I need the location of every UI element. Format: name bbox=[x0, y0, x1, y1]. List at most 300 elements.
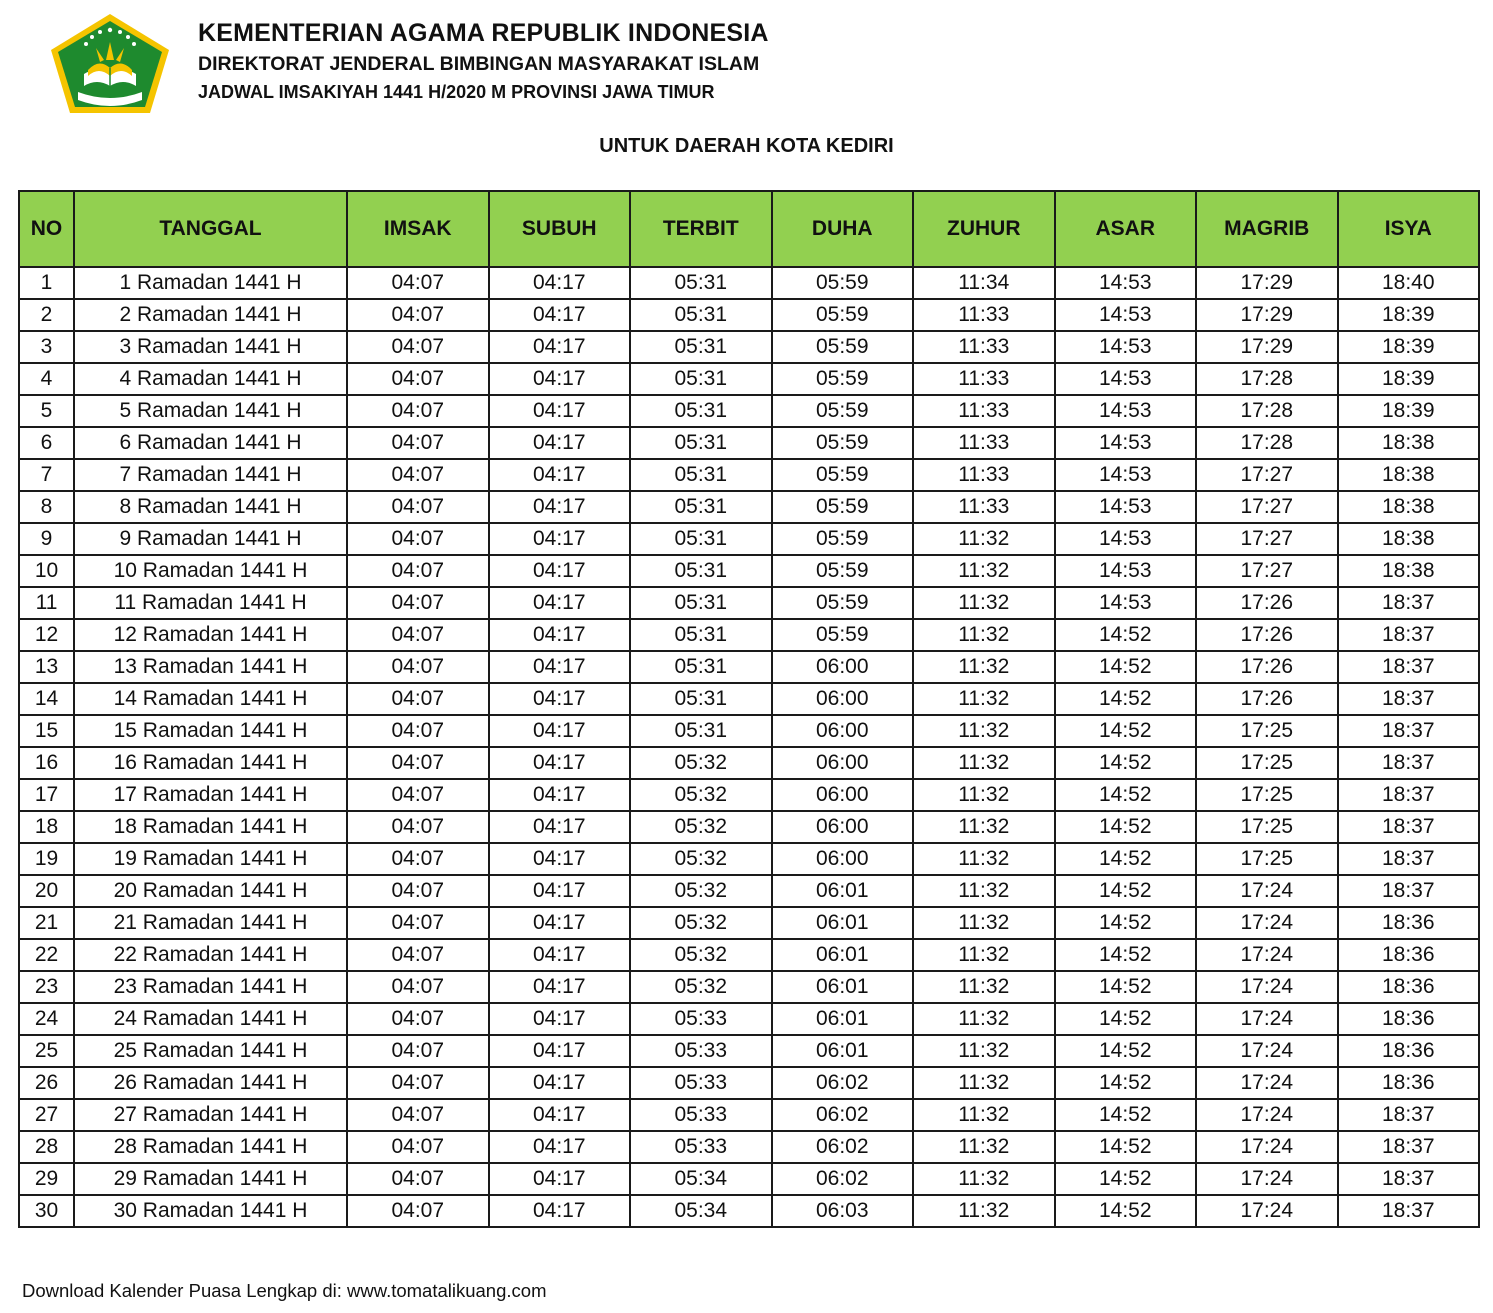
cell-terbit: 05:33 bbox=[630, 1099, 772, 1131]
cell-duha: 06:01 bbox=[772, 907, 914, 939]
table-row bbox=[19, 491, 1479, 523]
cell-magrib: 17:29 bbox=[1196, 331, 1338, 363]
cell-magrib: 17:26 bbox=[1196, 619, 1338, 651]
cell-no: 18 bbox=[19, 811, 74, 843]
cell-imsak: 04:07 bbox=[347, 715, 489, 747]
cell-asar: 14:53 bbox=[1055, 491, 1197, 523]
cell-duha: 06:03 bbox=[772, 1195, 914, 1227]
cell-tanggal: 19 Ramadan 1441 H bbox=[74, 843, 347, 875]
cell-duha: 06:00 bbox=[772, 683, 914, 715]
cell-tanggal: 29 Ramadan 1441 H bbox=[74, 1163, 347, 1195]
cell-asar: 14:53 bbox=[1055, 299, 1197, 331]
cell-isya: 18:36 bbox=[1338, 907, 1480, 939]
cell-magrib: 17:25 bbox=[1196, 843, 1338, 875]
cell-imsak: 04:07 bbox=[347, 779, 489, 811]
cell-duha: 05:59 bbox=[772, 555, 914, 587]
cell-imsak: 04:07 bbox=[347, 747, 489, 779]
cell-zuhur: 11:32 bbox=[913, 1195, 1055, 1227]
cell-imsak: 04:07 bbox=[347, 523, 489, 555]
table-row bbox=[19, 363, 1479, 395]
cell-tanggal: 10 Ramadan 1441 H bbox=[74, 555, 347, 587]
cell-subuh: 04:17 bbox=[489, 619, 631, 651]
cell-imsak: 04:07 bbox=[347, 971, 489, 1003]
cell-asar: 14:53 bbox=[1055, 363, 1197, 395]
cell-subuh: 04:17 bbox=[489, 523, 631, 555]
cell-imsak: 04:07 bbox=[347, 1067, 489, 1099]
cell-terbit: 05:31 bbox=[630, 619, 772, 651]
cell-subuh: 04:17 bbox=[489, 683, 631, 715]
cell-terbit: 05:33 bbox=[630, 1003, 772, 1035]
cell-zuhur: 11:32 bbox=[913, 779, 1055, 811]
cell-tanggal: 27 Ramadan 1441 H bbox=[74, 1099, 347, 1131]
cell-imsak: 04:07 bbox=[347, 811, 489, 843]
cell-isya: 18:37 bbox=[1338, 875, 1480, 907]
cell-duha: 05:59 bbox=[772, 491, 914, 523]
cell-subuh: 04:17 bbox=[489, 1195, 631, 1227]
cell-duha: 06:02 bbox=[772, 1099, 914, 1131]
cell-tanggal: 16 Ramadan 1441 H bbox=[74, 747, 347, 779]
header-block bbox=[198, 16, 769, 106]
cell-zuhur: 11:32 bbox=[913, 619, 1055, 651]
cell-magrib: 17:26 bbox=[1196, 587, 1338, 619]
cell-asar: 14:52 bbox=[1055, 1195, 1197, 1227]
cell-duha: 06:00 bbox=[772, 843, 914, 875]
cell-subuh: 04:17 bbox=[489, 651, 631, 683]
cell-imsak: 04:07 bbox=[347, 907, 489, 939]
cell-no: 2 bbox=[19, 299, 74, 331]
table-row bbox=[19, 1131, 1479, 1163]
cell-imsak: 04:07 bbox=[347, 875, 489, 907]
cell-subuh: 04:17 bbox=[489, 779, 631, 811]
table-row bbox=[19, 1163, 1479, 1195]
cell-imsak: 04:07 bbox=[347, 1131, 489, 1163]
cell-tanggal: 28 Ramadan 1441 H bbox=[74, 1131, 347, 1163]
table-row bbox=[19, 331, 1479, 363]
table-row bbox=[19, 1195, 1479, 1227]
cell-zuhur: 11:32 bbox=[913, 1003, 1055, 1035]
cell-terbit: 05:34 bbox=[630, 1163, 772, 1195]
cell-isya: 18:37 bbox=[1338, 747, 1480, 779]
cell-imsak: 04:07 bbox=[347, 1035, 489, 1067]
table-header-row bbox=[19, 191, 1479, 267]
cell-isya: 18:36 bbox=[1338, 1067, 1480, 1099]
cell-duha: 05:59 bbox=[772, 299, 914, 331]
cell-subuh: 04:17 bbox=[489, 843, 631, 875]
cell-magrib: 17:24 bbox=[1196, 907, 1338, 939]
cell-tanggal: 12 Ramadan 1441 H bbox=[74, 619, 347, 651]
cell-subuh: 04:17 bbox=[489, 459, 631, 491]
cell-zuhur: 11:32 bbox=[913, 1131, 1055, 1163]
cell-isya: 18:36 bbox=[1338, 1003, 1480, 1035]
cell-duha: 06:01 bbox=[772, 875, 914, 907]
cell-asar: 14:52 bbox=[1055, 1067, 1197, 1099]
cell-magrib: 17:24 bbox=[1196, 939, 1338, 971]
footer-note: Download Kalender Puasa Lengkap di: www.tomatalikuang.com bbox=[22, 1280, 547, 1301]
cell-zuhur: 11:33 bbox=[913, 459, 1055, 491]
cell-duha: 05:59 bbox=[772, 427, 914, 459]
cell-asar: 14:52 bbox=[1055, 715, 1197, 747]
cell-asar: 14:52 bbox=[1055, 971, 1197, 1003]
cell-tanggal: 14 Ramadan 1441 H bbox=[74, 683, 347, 715]
cell-zuhur: 11:33 bbox=[913, 363, 1055, 395]
cell-no: 7 bbox=[19, 459, 74, 491]
cell-isya: 18:36 bbox=[1338, 1035, 1480, 1067]
cell-duha: 05:59 bbox=[772, 523, 914, 555]
cell-zuhur: 11:32 bbox=[913, 715, 1055, 747]
cell-subuh: 04:17 bbox=[489, 971, 631, 1003]
cell-no: 23 bbox=[19, 971, 74, 1003]
cell-isya: 18:37 bbox=[1338, 651, 1480, 683]
cell-subuh: 04:17 bbox=[489, 395, 631, 427]
cell-tanggal: 15 Ramadan 1441 H bbox=[74, 715, 347, 747]
cell-duha: 06:00 bbox=[772, 747, 914, 779]
cell-tanggal: 23 Ramadan 1441 H bbox=[74, 971, 347, 1003]
column-header-isya: ISYA bbox=[1338, 191, 1480, 267]
cell-terbit: 05:31 bbox=[630, 299, 772, 331]
cell-asar: 14:52 bbox=[1055, 939, 1197, 971]
column-header-subuh: SUBUH bbox=[489, 191, 631, 267]
cell-isya: 18:36 bbox=[1338, 971, 1480, 1003]
cell-no: 21 bbox=[19, 907, 74, 939]
column-header-zuhur: ZUHUR bbox=[913, 191, 1055, 267]
cell-terbit: 05:32 bbox=[630, 843, 772, 875]
cell-asar: 14:52 bbox=[1055, 1163, 1197, 1195]
cell-magrib: 17:27 bbox=[1196, 555, 1338, 587]
cell-asar: 14:52 bbox=[1055, 683, 1197, 715]
cell-imsak: 04:07 bbox=[347, 395, 489, 427]
cell-no: 15 bbox=[19, 715, 74, 747]
cell-zuhur: 11:32 bbox=[913, 843, 1055, 875]
cell-no: 20 bbox=[19, 875, 74, 907]
cell-tanggal: 1 Ramadan 1441 H bbox=[74, 267, 347, 299]
cell-no: 25 bbox=[19, 1035, 74, 1067]
cell-subuh: 04:17 bbox=[489, 299, 631, 331]
cell-imsak: 04:07 bbox=[347, 299, 489, 331]
cell-subuh: 04:17 bbox=[489, 363, 631, 395]
cell-duha: 06:01 bbox=[772, 939, 914, 971]
cell-duha: 06:01 bbox=[772, 971, 914, 1003]
cell-magrib: 17:27 bbox=[1196, 459, 1338, 491]
cell-asar: 14:52 bbox=[1055, 619, 1197, 651]
table-row bbox=[19, 459, 1479, 491]
cell-isya: 18:39 bbox=[1338, 363, 1480, 395]
cell-tanggal: 8 Ramadan 1441 H bbox=[74, 491, 347, 523]
cell-tanggal: 20 Ramadan 1441 H bbox=[74, 875, 347, 907]
cell-terbit: 05:32 bbox=[630, 971, 772, 1003]
cell-asar: 14:52 bbox=[1055, 1035, 1197, 1067]
cell-magrib: 17:29 bbox=[1196, 299, 1338, 331]
cell-magrib: 17:24 bbox=[1196, 971, 1338, 1003]
cell-terbit: 05:32 bbox=[630, 747, 772, 779]
cell-duha: 05:59 bbox=[772, 395, 914, 427]
cell-tanggal: 21 Ramadan 1441 H bbox=[74, 907, 347, 939]
cell-asar: 14:53 bbox=[1055, 459, 1197, 491]
cell-terbit: 05:31 bbox=[630, 587, 772, 619]
cell-tanggal: 22 Ramadan 1441 H bbox=[74, 939, 347, 971]
cell-asar: 14:52 bbox=[1055, 875, 1197, 907]
cell-duha: 05:59 bbox=[772, 363, 914, 395]
cell-imsak: 04:07 bbox=[347, 267, 489, 299]
cell-subuh: 04:17 bbox=[489, 875, 631, 907]
cell-tanggal: 26 Ramadan 1441 H bbox=[74, 1067, 347, 1099]
cell-imsak: 04:07 bbox=[347, 363, 489, 395]
cell-terbit: 05:31 bbox=[630, 395, 772, 427]
cell-no: 9 bbox=[19, 523, 74, 555]
cell-isya: 18:39 bbox=[1338, 299, 1480, 331]
cell-asar: 14:53 bbox=[1055, 267, 1197, 299]
cell-zuhur: 11:32 bbox=[913, 683, 1055, 715]
cell-imsak: 04:07 bbox=[347, 587, 489, 619]
table-row bbox=[19, 1035, 1479, 1067]
cell-duha: 05:59 bbox=[772, 619, 914, 651]
cell-isya: 18:38 bbox=[1338, 555, 1480, 587]
cell-zuhur: 11:32 bbox=[913, 1099, 1055, 1131]
cell-isya: 18:37 bbox=[1338, 1195, 1480, 1227]
cell-magrib: 17:28 bbox=[1196, 363, 1338, 395]
cell-tanggal: 24 Ramadan 1441 H bbox=[74, 1003, 347, 1035]
ministry-title: KEMENTERIAN AGAMA REPUBLIK INDONESIA bbox=[198, 19, 769, 47]
table-row bbox=[19, 587, 1479, 619]
cell-terbit: 05:31 bbox=[630, 427, 772, 459]
cell-isya: 18:37 bbox=[1338, 1131, 1480, 1163]
cell-no: 17 bbox=[19, 779, 74, 811]
cell-tanggal: 13 Ramadan 1441 H bbox=[74, 651, 347, 683]
cell-terbit: 05:32 bbox=[630, 811, 772, 843]
cell-magrib: 17:24 bbox=[1196, 1195, 1338, 1227]
cell-terbit: 05:33 bbox=[630, 1035, 772, 1067]
table-row bbox=[19, 971, 1479, 1003]
cell-terbit: 05:32 bbox=[630, 779, 772, 811]
cell-imsak: 04:07 bbox=[347, 619, 489, 651]
cell-isya: 18:40 bbox=[1338, 267, 1480, 299]
cell-tanggal: 30 Ramadan 1441 H bbox=[74, 1195, 347, 1227]
cell-terbit: 05:31 bbox=[630, 651, 772, 683]
cell-isya: 18:37 bbox=[1338, 1099, 1480, 1131]
imsakiyah-table bbox=[18, 190, 1480, 1228]
table-row bbox=[19, 299, 1479, 331]
cell-terbit: 05:33 bbox=[630, 1067, 772, 1099]
table-row bbox=[19, 555, 1479, 587]
cell-terbit: 05:32 bbox=[630, 939, 772, 971]
cell-no: 28 bbox=[19, 1131, 74, 1163]
cell-no: 29 bbox=[19, 1163, 74, 1195]
cell-asar: 14:52 bbox=[1055, 843, 1197, 875]
table-row bbox=[19, 1003, 1479, 1035]
cell-no: 27 bbox=[19, 1099, 74, 1131]
cell-no: 13 bbox=[19, 651, 74, 683]
cell-no: 3 bbox=[19, 331, 74, 363]
cell-zuhur: 11:34 bbox=[913, 267, 1055, 299]
cell-terbit: 05:31 bbox=[630, 267, 772, 299]
cell-subuh: 04:17 bbox=[489, 555, 631, 587]
table-row bbox=[19, 939, 1479, 971]
table-row bbox=[19, 715, 1479, 747]
cell-isya: 18:38 bbox=[1338, 491, 1480, 523]
column-header-duha: DUHA bbox=[772, 191, 914, 267]
cell-magrib: 17:28 bbox=[1196, 395, 1338, 427]
cell-subuh: 04:17 bbox=[489, 811, 631, 843]
cell-magrib: 17:28 bbox=[1196, 427, 1338, 459]
cell-asar: 14:53 bbox=[1055, 523, 1197, 555]
column-header-magrib: MAGRIB bbox=[1196, 191, 1338, 267]
cell-magrib: 17:29 bbox=[1196, 267, 1338, 299]
table-row bbox=[19, 779, 1479, 811]
cell-tanggal: 6 Ramadan 1441 H bbox=[74, 427, 347, 459]
cell-tanggal: 3 Ramadan 1441 H bbox=[74, 331, 347, 363]
column-header-imsak: IMSAK bbox=[347, 191, 489, 267]
column-header-asar: ASAR bbox=[1055, 191, 1197, 267]
cell-zuhur: 11:32 bbox=[913, 587, 1055, 619]
cell-tanggal: 25 Ramadan 1441 H bbox=[74, 1035, 347, 1067]
table-row bbox=[19, 747, 1479, 779]
table-row bbox=[19, 1099, 1479, 1131]
cell-magrib: 17:24 bbox=[1196, 1099, 1338, 1131]
cell-asar: 14:52 bbox=[1055, 907, 1197, 939]
cell-zuhur: 11:32 bbox=[913, 523, 1055, 555]
cell-tanggal: 18 Ramadan 1441 H bbox=[74, 811, 347, 843]
cell-zuhur: 11:33 bbox=[913, 395, 1055, 427]
cell-magrib: 17:24 bbox=[1196, 1067, 1338, 1099]
cell-zuhur: 11:32 bbox=[913, 747, 1055, 779]
cell-imsak: 04:07 bbox=[347, 939, 489, 971]
cell-imsak: 04:07 bbox=[347, 1163, 489, 1195]
cell-subuh: 04:17 bbox=[489, 331, 631, 363]
cell-no: 8 bbox=[19, 491, 74, 523]
cell-terbit: 05:31 bbox=[630, 555, 772, 587]
cell-duha: 06:01 bbox=[772, 1003, 914, 1035]
region-subtitle: UNTUK DAERAH KOTA KEDIRI bbox=[599, 135, 894, 157]
cell-asar: 14:52 bbox=[1055, 1003, 1197, 1035]
cell-terbit: 05:31 bbox=[630, 331, 772, 363]
table-row bbox=[19, 395, 1479, 427]
table-row bbox=[19, 875, 1479, 907]
cell-terbit: 05:31 bbox=[630, 363, 772, 395]
cell-magrib: 17:26 bbox=[1196, 683, 1338, 715]
cell-imsak: 04:07 bbox=[347, 1195, 489, 1227]
cell-imsak: 04:07 bbox=[347, 683, 489, 715]
cell-no: 5 bbox=[19, 395, 74, 427]
cell-zuhur: 11:33 bbox=[913, 491, 1055, 523]
cell-tanggal: 7 Ramadan 1441 H bbox=[74, 459, 347, 491]
cell-terbit: 05:33 bbox=[630, 1131, 772, 1163]
cell-imsak: 04:07 bbox=[347, 331, 489, 363]
table-row bbox=[19, 843, 1479, 875]
table-row bbox=[19, 267, 1479, 299]
cell-asar: 14:53 bbox=[1055, 331, 1197, 363]
cell-subuh: 04:17 bbox=[489, 1035, 631, 1067]
cell-imsak: 04:07 bbox=[347, 1003, 489, 1035]
cell-duha: 06:01 bbox=[772, 1035, 914, 1067]
cell-duha: 06:00 bbox=[772, 779, 914, 811]
table-row bbox=[19, 651, 1479, 683]
cell-zuhur: 11:32 bbox=[913, 971, 1055, 1003]
cell-tanggal: 17 Ramadan 1441 H bbox=[74, 779, 347, 811]
cell-duha: 06:02 bbox=[772, 1067, 914, 1099]
cell-subuh: 04:17 bbox=[489, 715, 631, 747]
cell-isya: 18:39 bbox=[1338, 395, 1480, 427]
cell-isya: 18:37 bbox=[1338, 683, 1480, 715]
cell-asar: 14:53 bbox=[1055, 587, 1197, 619]
cell-no: 30 bbox=[19, 1195, 74, 1227]
cell-subuh: 04:17 bbox=[489, 427, 631, 459]
cell-duha: 06:00 bbox=[772, 811, 914, 843]
cell-magrib: 17:25 bbox=[1196, 747, 1338, 779]
cell-zuhur: 11:32 bbox=[913, 939, 1055, 971]
cell-isya: 18:38 bbox=[1338, 459, 1480, 491]
cell-magrib: 17:24 bbox=[1196, 1035, 1338, 1067]
cell-zuhur: 11:32 bbox=[913, 555, 1055, 587]
cell-terbit: 05:31 bbox=[630, 491, 772, 523]
cell-magrib: 17:24 bbox=[1196, 875, 1338, 907]
cell-duha: 05:59 bbox=[772, 587, 914, 619]
cell-zuhur: 11:33 bbox=[913, 427, 1055, 459]
cell-magrib: 17:24 bbox=[1196, 1163, 1338, 1195]
cell-subuh: 04:17 bbox=[489, 587, 631, 619]
table-row bbox=[19, 907, 1479, 939]
cell-subuh: 04:17 bbox=[489, 1131, 631, 1163]
cell-zuhur: 11:33 bbox=[913, 299, 1055, 331]
cell-isya: 18:37 bbox=[1338, 587, 1480, 619]
schedule-title: JADWAL IMSAKIYAH 1441 H/2020 M PROVINSI JAWA TIMUR bbox=[198, 82, 715, 102]
cell-magrib: 17:25 bbox=[1196, 811, 1338, 843]
cell-asar: 14:53 bbox=[1055, 395, 1197, 427]
cell-asar: 14:52 bbox=[1055, 1131, 1197, 1163]
cell-duha: 05:59 bbox=[772, 267, 914, 299]
cell-isya: 18:38 bbox=[1338, 523, 1480, 555]
cell-zuhur: 11:32 bbox=[913, 907, 1055, 939]
cell-no: 22 bbox=[19, 939, 74, 971]
cell-terbit: 05:31 bbox=[630, 459, 772, 491]
cell-no: 11 bbox=[19, 587, 74, 619]
cell-imsak: 04:07 bbox=[347, 459, 489, 491]
cell-imsak: 04:07 bbox=[347, 1099, 489, 1131]
cell-subuh: 04:17 bbox=[489, 907, 631, 939]
cell-duha: 06:02 bbox=[772, 1163, 914, 1195]
cell-imsak: 04:07 bbox=[347, 427, 489, 459]
cell-no: 16 bbox=[19, 747, 74, 779]
cell-isya: 18:39 bbox=[1338, 331, 1480, 363]
column-header-no: NO bbox=[19, 191, 74, 267]
cell-no: 4 bbox=[19, 363, 74, 395]
cell-imsak: 04:07 bbox=[347, 491, 489, 523]
cell-imsak: 04:07 bbox=[347, 651, 489, 683]
cell-asar: 14:52 bbox=[1055, 651, 1197, 683]
cell-duha: 06:00 bbox=[772, 715, 914, 747]
cell-zuhur: 11:33 bbox=[913, 331, 1055, 363]
table-row bbox=[19, 1067, 1479, 1099]
column-header-tanggal: TANGGAL bbox=[74, 191, 347, 267]
cell-terbit: 05:34 bbox=[630, 1195, 772, 1227]
cell-isya: 18:36 bbox=[1338, 939, 1480, 971]
cell-imsak: 04:07 bbox=[347, 555, 489, 587]
cell-no: 1 bbox=[19, 267, 74, 299]
cell-isya: 18:37 bbox=[1338, 779, 1480, 811]
cell-magrib: 17:27 bbox=[1196, 491, 1338, 523]
cell-subuh: 04:17 bbox=[489, 747, 631, 779]
cell-subuh: 04:17 bbox=[489, 1163, 631, 1195]
cell-asar: 14:52 bbox=[1055, 747, 1197, 779]
cell-asar: 14:53 bbox=[1055, 427, 1197, 459]
cell-tanggal: 11 Ramadan 1441 H bbox=[74, 587, 347, 619]
cell-subuh: 04:17 bbox=[489, 1003, 631, 1035]
cell-magrib: 17:25 bbox=[1196, 715, 1338, 747]
cell-terbit: 05:32 bbox=[630, 875, 772, 907]
cell-duha: 05:59 bbox=[772, 331, 914, 363]
column-header-terbit: TERBIT bbox=[630, 191, 772, 267]
cell-duha: 06:02 bbox=[772, 1131, 914, 1163]
cell-zuhur: 11:32 bbox=[913, 811, 1055, 843]
cell-isya: 18:38 bbox=[1338, 427, 1480, 459]
